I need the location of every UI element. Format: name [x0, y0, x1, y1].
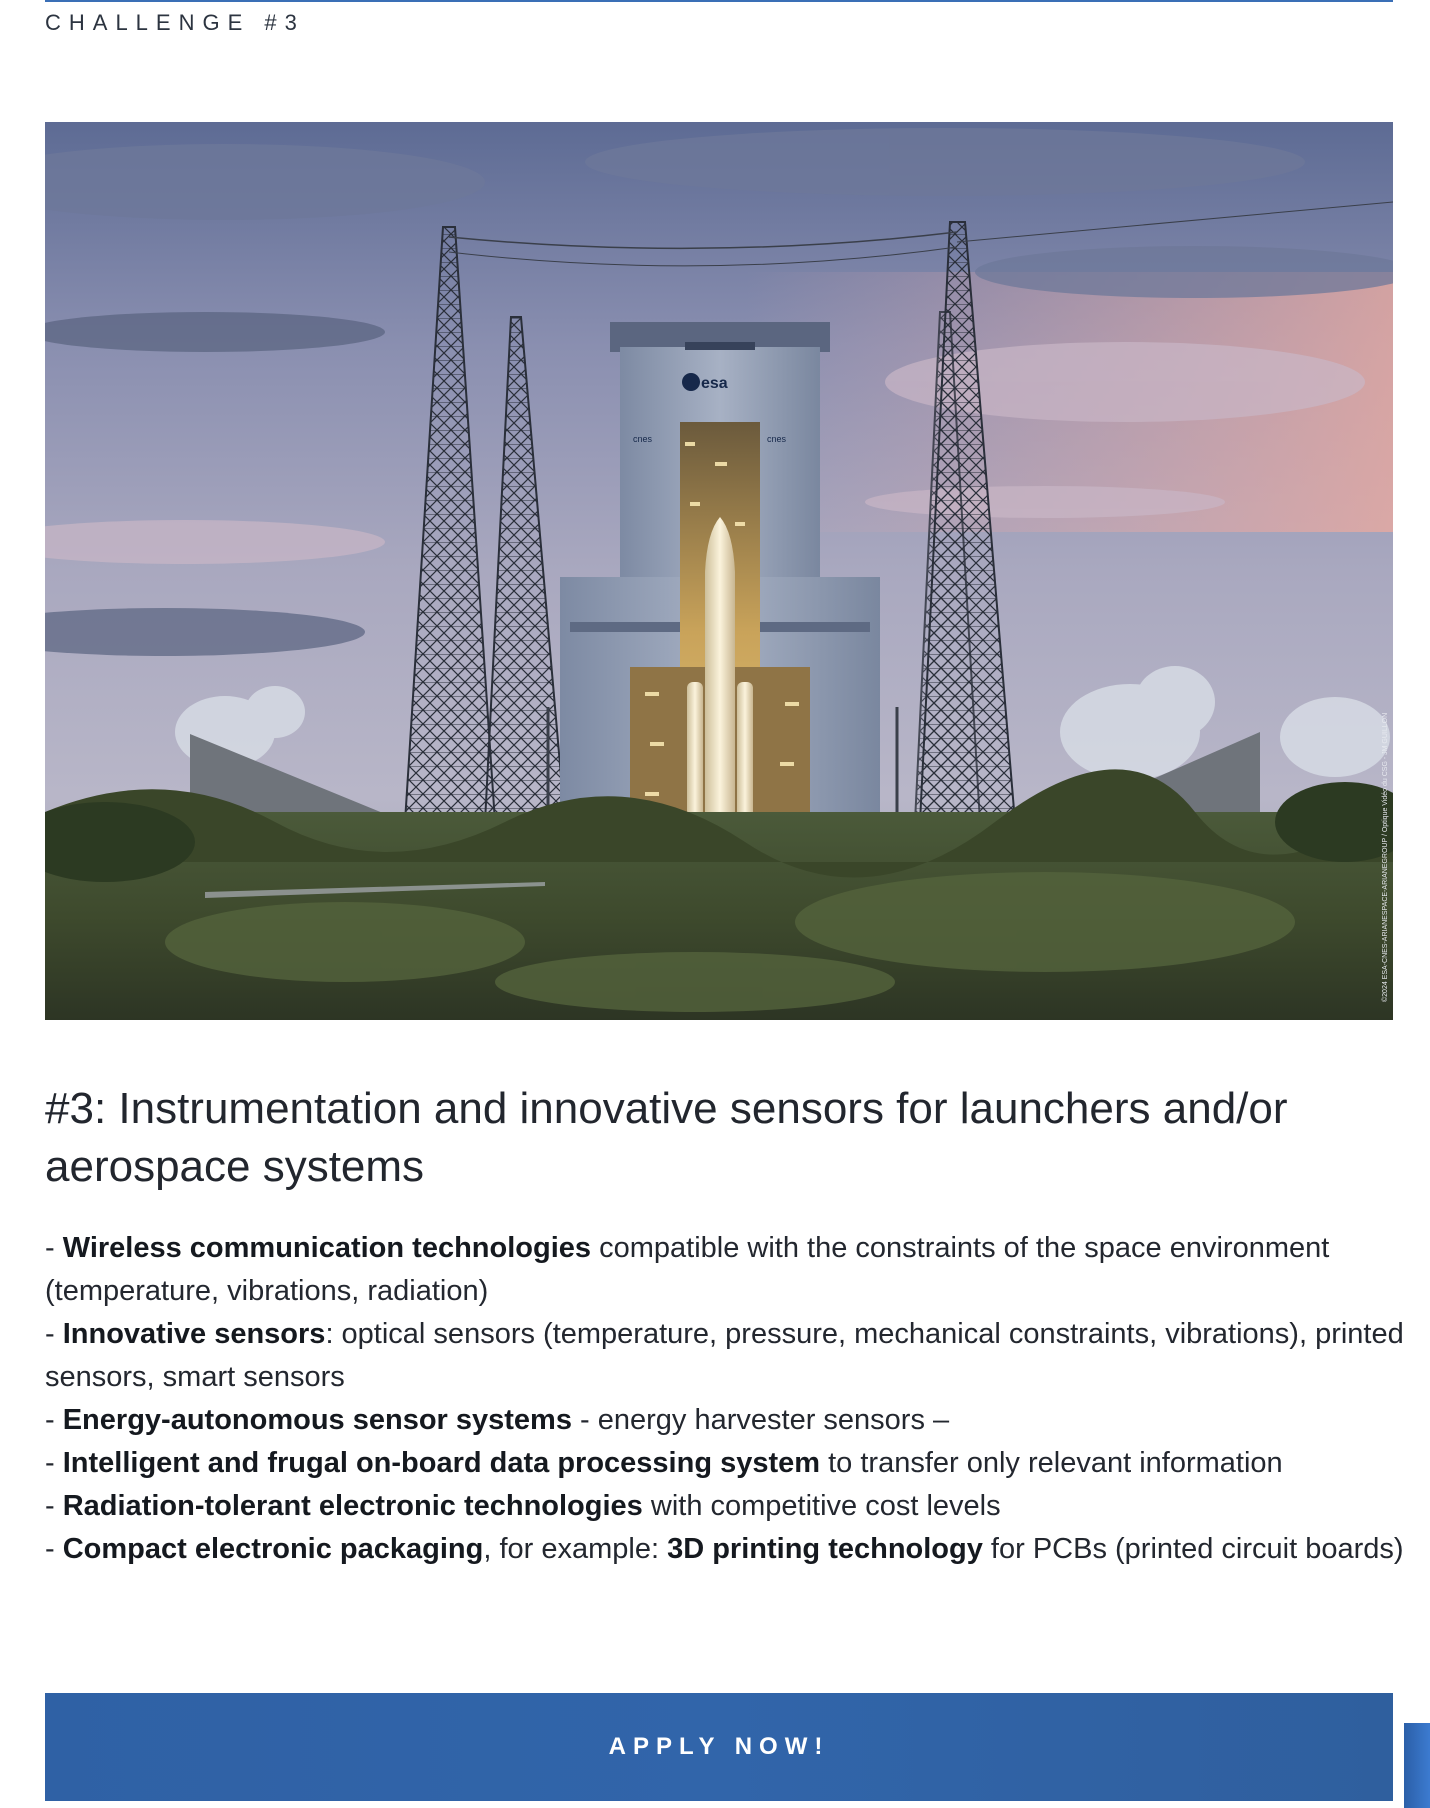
list-item-text: , for example: — [483, 1533, 668, 1565]
list-item — [45, 1528, 1405, 1571]
list-item-bold: Compact electronic packaging — [62, 1533, 484, 1565]
apply-now-label: APPLY NOW! — [608, 1733, 830, 1760]
challenge-eyebrow: CHALLENGE #3 — [45, 10, 305, 35]
hero-image — [45, 122, 1393, 1020]
list-item-bold-secondary: 3D printing technology — [667, 1533, 983, 1565]
svg-text:cnes: cnes — [633, 434, 653, 444]
list-item — [45, 1485, 1405, 1528]
list-item-dash: - — [45, 1533, 63, 1565]
list-item-dash: - — [45, 1447, 63, 1479]
edge-scroll-tab[interactable] — [1404, 1723, 1430, 1808]
svg-text:cnes: cnes — [767, 434, 787, 444]
list-item-dash: - — [45, 1318, 63, 1350]
list-item — [45, 1442, 1405, 1485]
list-item-text: with competitive cost levels — [642, 1490, 1001, 1522]
list-item-text-secondary: for PCBs (printed circuit boards) — [982, 1533, 1404, 1565]
list-item-dash: - — [45, 1232, 63, 1264]
list-item-text: : optical sensors (temperature, pressure, mechanical constraints, vibrations), printed sensors, smart sensors — [45, 1318, 1404, 1393]
challenge-heading: #3: Instrumentation and innovative sensors for launchers and/or aerospace systems — [45, 1084, 1288, 1191]
svg-text:©2024 ESA-CNES-ARIANESPACE-ARI: ©2024 ESA-CNES-ARIANESPACE-ARIANEGROUP / Optique Vidéo du CSG - JM GUILLON — [1382, 712, 1389, 1002]
list-item-text: compatible with the constraints of the space environment (temperature, vibrations, radiation) — [45, 1232, 1330, 1307]
apply-now-button[interactable] — [45, 1693, 1393, 1801]
list-item-bold: Wireless communication technologies — [62, 1232, 592, 1264]
list-item-bold: Radiation-tolerant electronic technologies — [62, 1490, 643, 1522]
list-item-text: - energy harvester sensors – — [571, 1404, 950, 1436]
list-item — [45, 1399, 1405, 1442]
list-item-text: to transfer only relevant information — [820, 1447, 1283, 1479]
list-item-bold: Innovative sensors — [62, 1318, 326, 1350]
top-rule — [45, 0, 1393, 2]
list-item-dash: - — [45, 1490, 63, 1522]
list-item — [45, 1227, 1405, 1313]
list-item — [45, 1313, 1405, 1399]
list-item-bold: Energy-autonomous sensor systems — [62, 1404, 572, 1436]
challenge-topics-list — [45, 1227, 1405, 1571]
svg-text:esa: esa — [701, 375, 728, 392]
list-item-bold: Intelligent and frugal on-board data processing system — [62, 1447, 821, 1479]
list-item-dash: - — [45, 1404, 63, 1436]
